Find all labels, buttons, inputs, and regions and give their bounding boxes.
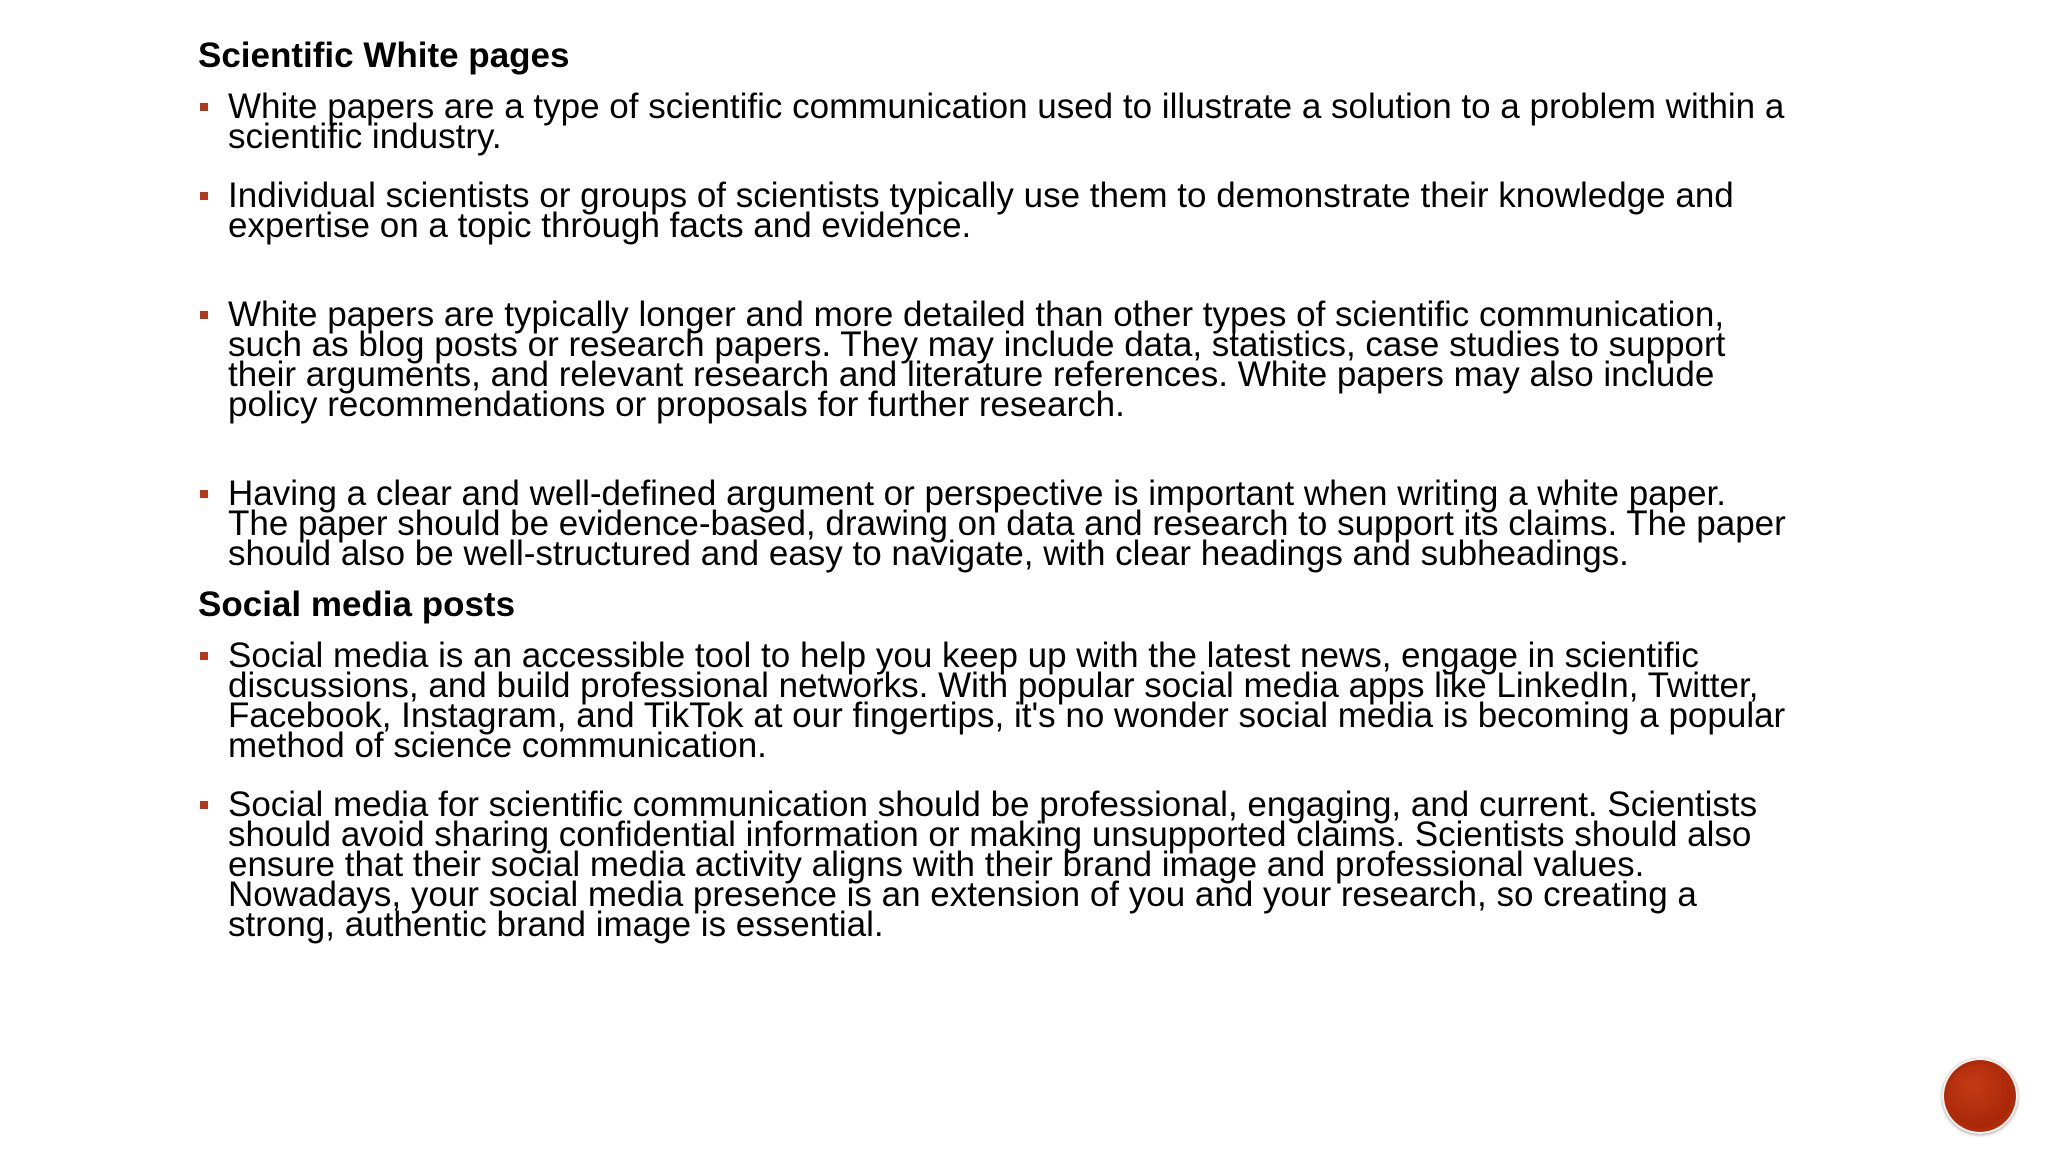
bullet-line: Facebook, Instagram, and TikTok at our fingertips, it's no wonder social media is becoming a popular (228, 696, 1786, 735)
bullet-line: their arguments, and relevant research and literature references. White papers may also include (228, 355, 1715, 394)
bullet-line: Social media is an accessible tool to help you keep up with the latest news, engage in scientific (228, 636, 1699, 675)
heading-social-media: Social media posts (198, 585, 516, 624)
bullet-social-media-tool (198, 636, 1898, 765)
bullet-marker-icon (200, 192, 208, 200)
bullet-white-papers-definition (198, 87, 1898, 156)
bullet-social-media-professional (198, 785, 1898, 944)
bullet-marker-icon (200, 490, 208, 498)
bullet-line: ensure that their social media activity aligns with their brand image and professional values. (228, 845, 1645, 884)
heading-white-pages: Scientific White pages (198, 36, 570, 75)
bullet-marker-icon (200, 103, 208, 111)
next-slide-button[interactable] (1942, 1058, 2018, 1134)
slide-content (198, 36, 1898, 944)
bullet-line: policy recommendations or proposals for further research. (228, 385, 1125, 424)
bullet-line: Having a clear and well-defined argument or perspective is important when writing a white paper. (228, 474, 1727, 513)
bullet-line: such as blog posts or research papers. They may include data, statistics, case studies to support (228, 325, 1726, 364)
bullet-line: White papers are a type of scientific communication used to illustrate a solution to a problem within a (228, 87, 1785, 126)
bullet-line: method of science communication. (228, 726, 767, 765)
bullet-line: discussions, and build professional networks. With popular social media apps like LinkedIn, Twitter, (228, 666, 1759, 705)
bullet-line: The paper should be evidence-based, drawing on data and research to support its claims. The paper (228, 504, 1786, 543)
bullet-marker-icon (200, 652, 208, 660)
bullet-line: strong, authentic brand image is essential. (228, 905, 884, 944)
bullet-white-papers-length (198, 295, 1898, 424)
bullet-line: Nowadays, your social media presence is an extension of you and your research, so creating a (228, 875, 1697, 914)
bullet-white-papers-argument (198, 474, 1898, 573)
bullet-marker-icon (200, 311, 208, 319)
bullet-white-papers-usage (198, 176, 1898, 245)
bullet-line: should also be well-structured and easy to navigate, with clear headings and subheadings. (228, 534, 1629, 573)
bullet-marker-icon (200, 801, 208, 809)
bullet-line: White papers are typically longer and more detailed than other types of scientific communication, (228, 295, 1725, 334)
bullet-line: Individual scientists or groups of scientists typically use them to demonstrate their knowledge and (228, 176, 1734, 215)
bullet-line: should avoid sharing confidential information or making unsupported claims. Scientists should also (228, 815, 1752, 854)
bullet-line: expertise on a topic through facts and evidence. (228, 206, 972, 245)
bullet-line: scientific industry. (228, 117, 502, 156)
bullet-line: Social media for scientific communication should be professional, engaging, and current. Scientists (228, 785, 1758, 824)
